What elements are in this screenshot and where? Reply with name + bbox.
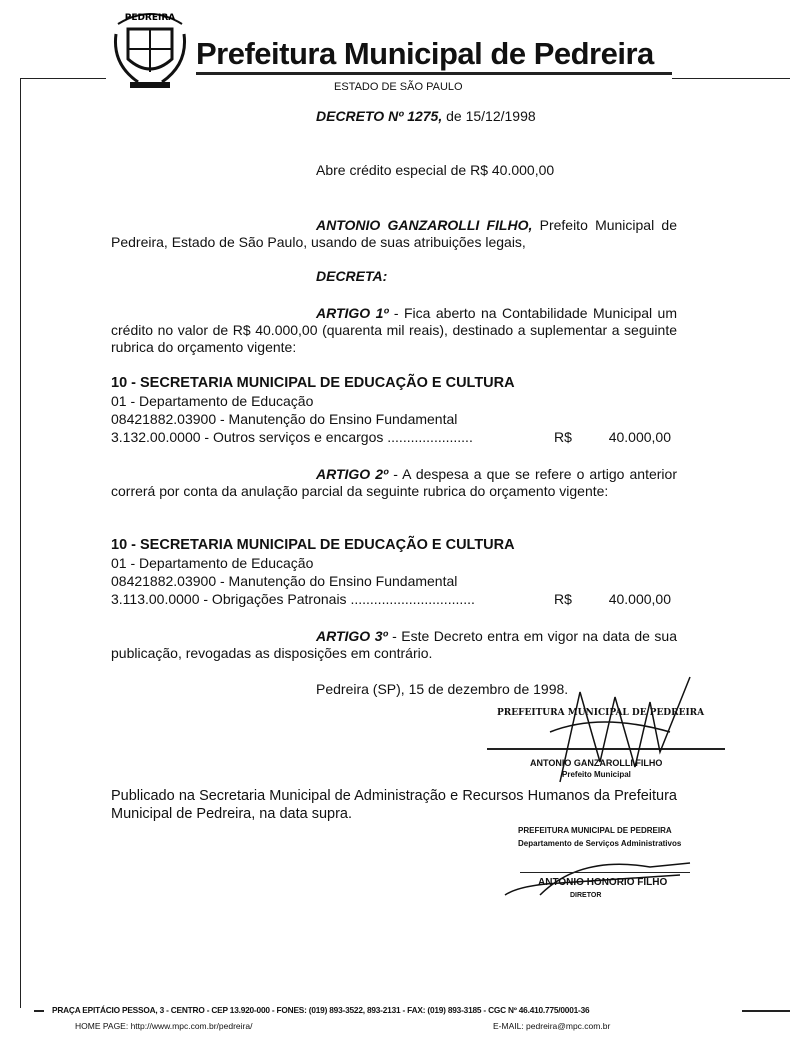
footer-email: E-MAIL: pedreira@mpc.com.br — [493, 1021, 611, 1031]
summary: Abre crédito especial de R$ 40.000,00 — [316, 162, 555, 178]
svg-text:PEDREIRA: PEDREIRA — [124, 13, 176, 23]
publication-note: Publicado na Secretaria Municipal de Administração e Recursos Humanos da Prefeitura Municipal de Pedreira, na data supra. — [111, 788, 677, 822]
stamp2-dept: Departamento de Serviços Administrativos — [518, 839, 682, 848]
block1-secretaria: 10 - SECRETARIA MUNICIPAL DE EDUCAÇÃO E CULTURA — [111, 375, 515, 391]
frame-left — [20, 78, 21, 1008]
block2-dept: 01 - Departamento de Educação — [111, 555, 314, 571]
block1-dept: 01 - Departamento de Educação — [111, 393, 314, 409]
header-state: ESTADO DE SÃO PAULO — [334, 81, 463, 93]
signature-line-2 — [520, 872, 690, 873]
footer-rule-left — [34, 1010, 44, 1012]
frame-top — [20, 78, 106, 79]
block1-program: 08421882.03900 - Manutenção do Ensino Fundamental — [111, 411, 458, 427]
stamp2-role: DIRETOR — [570, 892, 602, 899]
decree-title: DECRETO Nº 1275, de 15/12/1998 — [316, 108, 536, 124]
stamp2-org: PREFEITURA MUNICIPAL DE PEDREIRA — [518, 826, 672, 835]
block2-program: 08421882.03900 - Manutenção do Ensino Fundamental — [111, 573, 458, 589]
block2-secretaria: 10 - SECRETARIA MUNICIPAL DE EDUCAÇÃO E CULTURA — [111, 537, 515, 553]
frame-top-right — [672, 78, 790, 79]
stamp1-role: Prefeito Municipal — [562, 770, 631, 779]
footer-rule-right — [742, 1010, 790, 1012]
block2-item: 3.113.00.0000 - Obrigações Patronais ................................ R$ 40.000,00 — [111, 591, 671, 607]
article-2: ARTIGO 2º - A despesa a que se refere o artigo anterior correrá por conta da anulação parcial da seguinte rubrica do orçamento vigente: — [111, 466, 677, 499]
intro-paragraph: ANTONIO GANZAROLLI FILHO, Prefeito Municipal de Pedreira, Estado de São Paulo, usando de suas atribuições legais, — [111, 217, 677, 250]
stamp1-org: PREFEITURA MUNICIPAL DE PEDREIRA — [497, 708, 705, 718]
stamp1-name: ANTONIO GANZAROLLI FILHO — [530, 758, 663, 768]
stamp2-name: ANTONIO HONORIO FILHO — [538, 877, 668, 888]
place-date: Pedreira (SP), 15 de dezembro de 1998. — [316, 681, 569, 697]
header-title: Prefeitura Municipal de Pedreira — [196, 36, 654, 71]
decreta-heading: DECRETA: — [316, 268, 388, 284]
footer-homepage: HOME PAGE: http://www.mpc.com.br/pedreira/ — [75, 1021, 253, 1031]
article-3: ARTIGO 3º - Este Decreto entra em vigor na data de sua publicação, revogadas as disposições em contrário. — [111, 628, 677, 661]
mayor-signature — [540, 672, 700, 792]
title-underline — [196, 72, 672, 75]
footer-address: PRAÇA EPITÁCIO PESSOA, 3 - CENTRO - CEP 13.920-000 - FONES: (019) 893-3522, 893-2131 - FAX: (019) 893-3185 - CGC Nº 46.410.775/0001-36 — [52, 1005, 590, 1015]
block1-item: 3.132.00.0000 - Outros serviços e encargos ...................... R$ 40.000,00 — [111, 429, 671, 445]
city-crest-logo — [108, 4, 192, 96]
article-1: ARTIGO 1º - Fica aberto na Contabilidade Municipal um crédito no valor de R$ 40.000,00 (quarenta mil reais), destinado a suplementar a seguinte rubrica do orçamento vigente: — [111, 305, 678, 355]
